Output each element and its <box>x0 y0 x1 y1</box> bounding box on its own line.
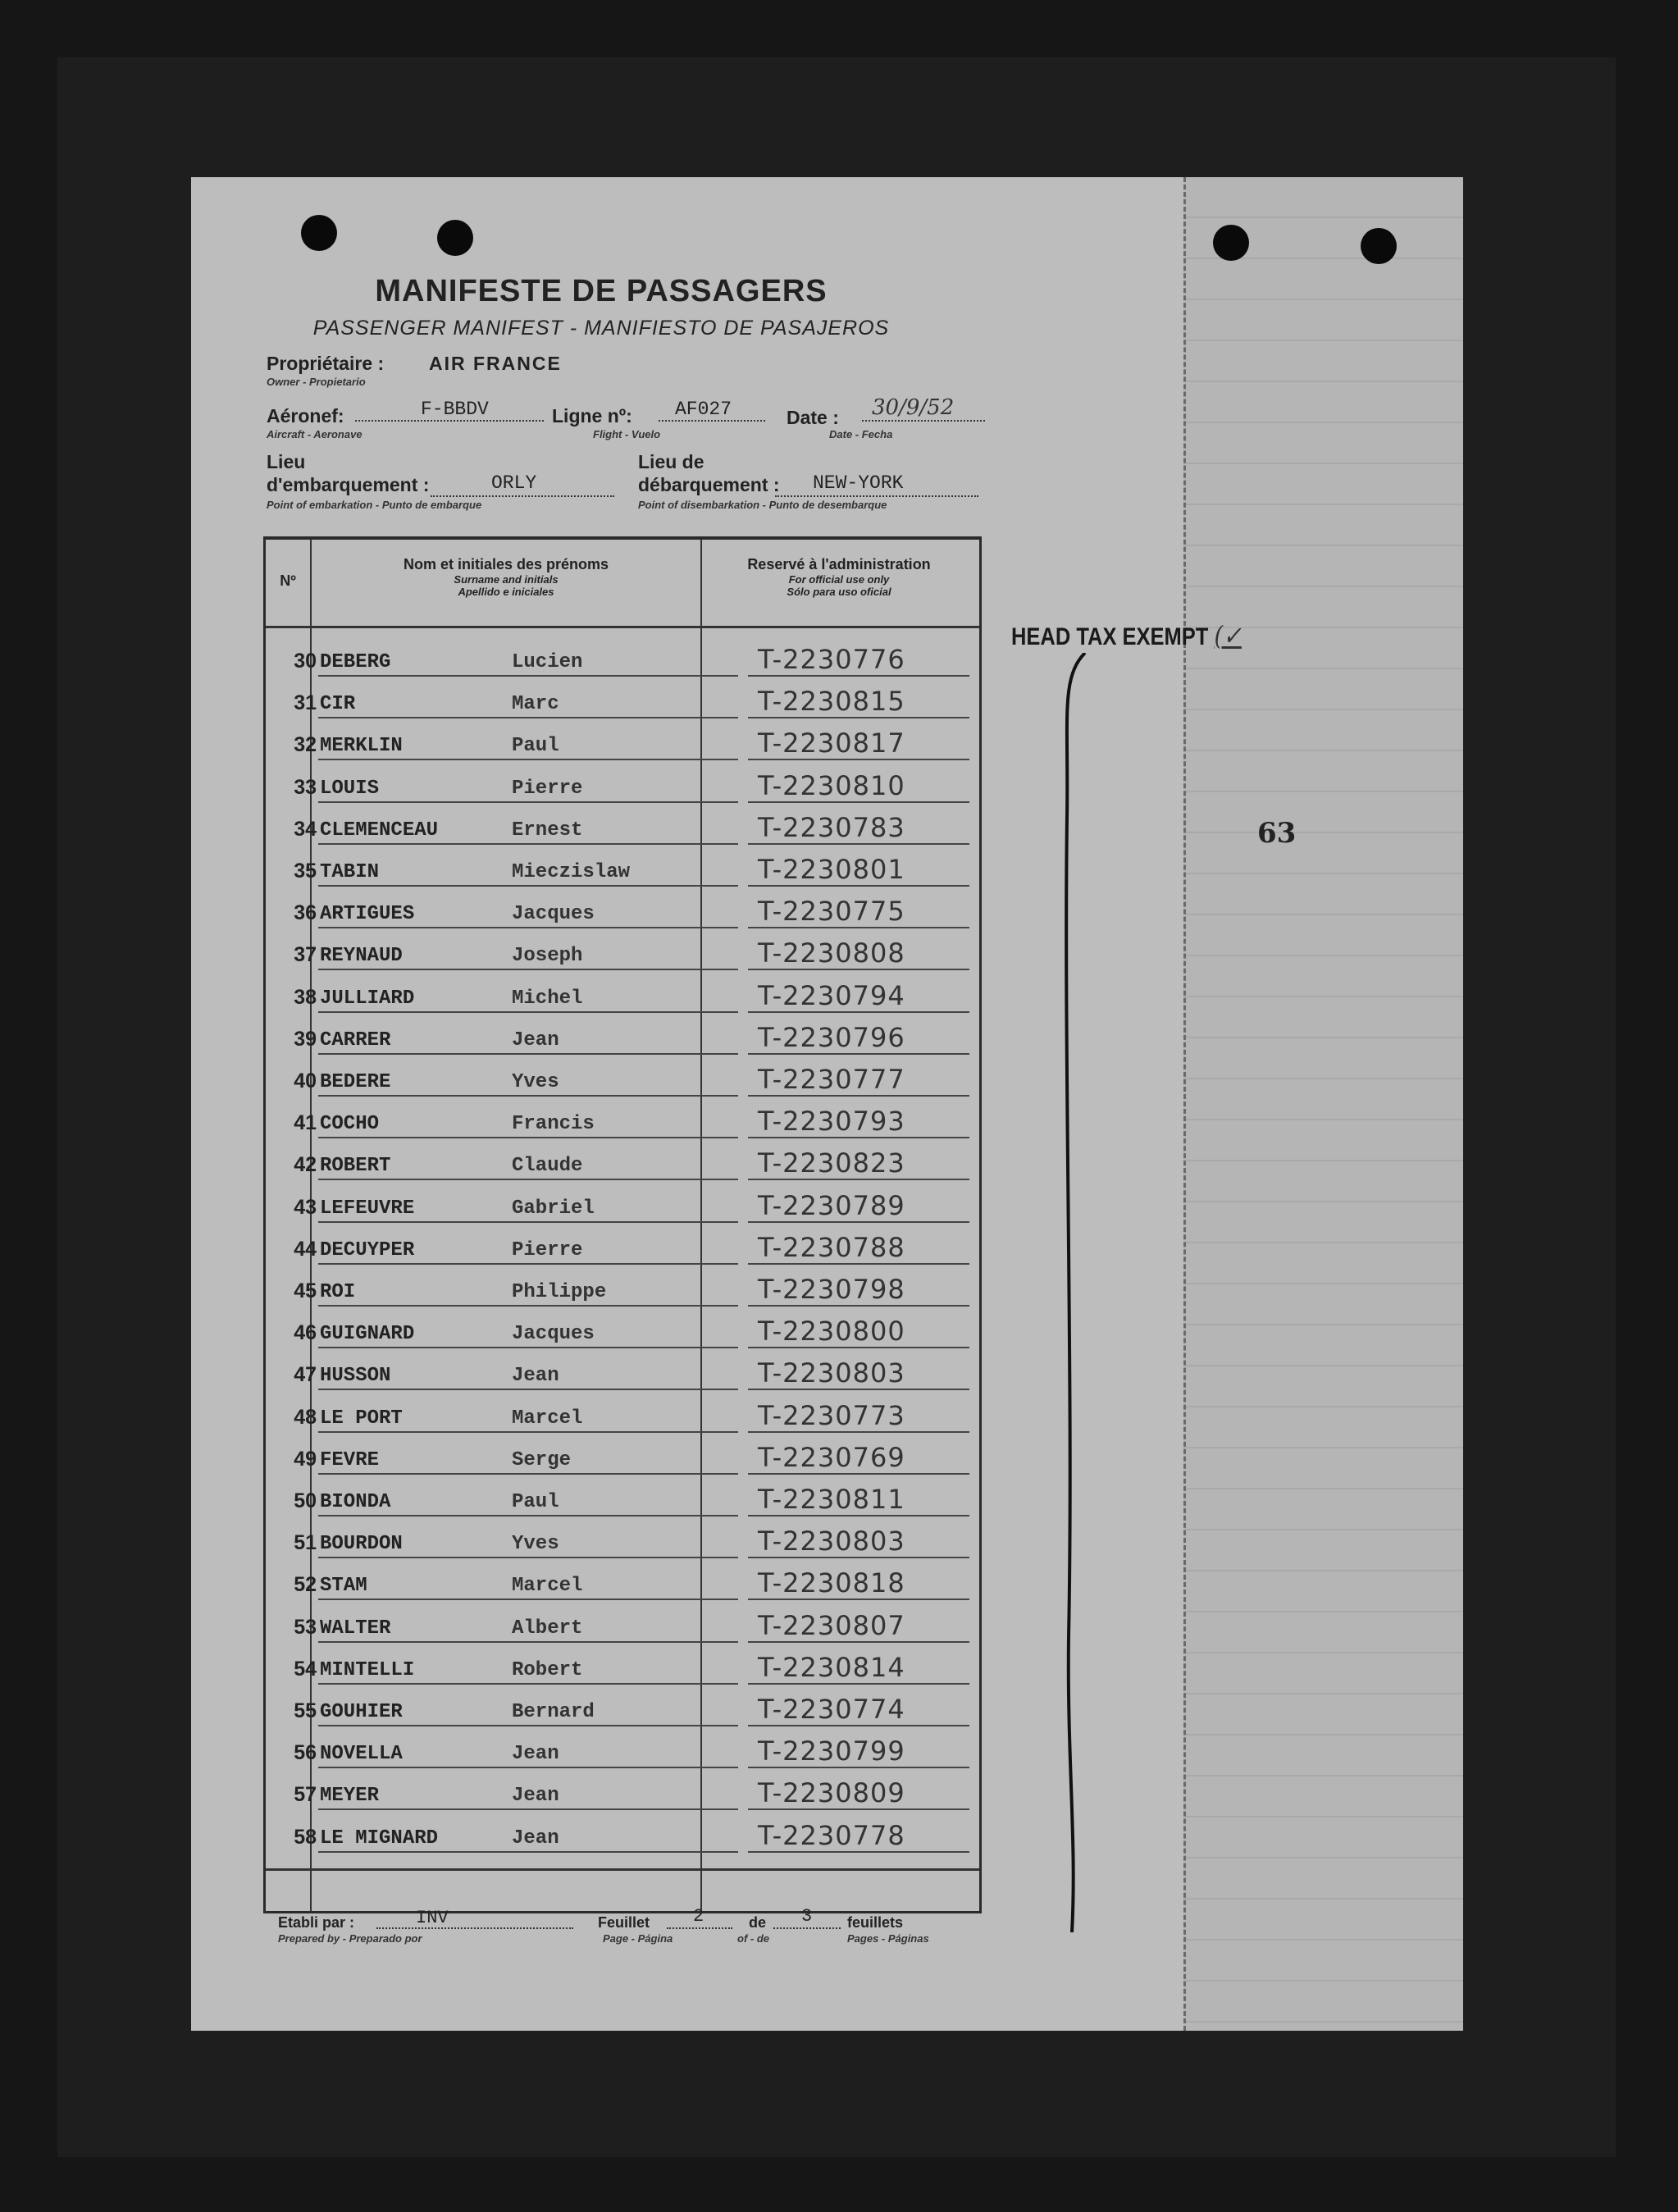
passenger-first-name: Yves <box>512 1071 559 1093</box>
footer-divider <box>266 1868 979 1871</box>
passenger-surname: BIONDA <box>320 1491 391 1513</box>
ticket-number: T-2230793 <box>758 1106 905 1138</box>
date-value: 30/9/52 <box>872 395 955 420</box>
ticket-number: T-2230817 <box>758 727 905 759</box>
table-row <box>266 1726 974 1768</box>
punch-hole <box>1213 225 1249 261</box>
table-row <box>266 845 974 887</box>
passenger-surname: CLEMENCEAU <box>320 819 439 841</box>
passenger-number: 50 <box>294 1489 317 1512</box>
passenger-surname: LEFEUVRE <box>320 1197 415 1220</box>
table-row <box>266 1685 974 1726</box>
passenger-number: 46 <box>294 1321 317 1345</box>
manifest-subtitle: PASSENGER MANIFEST - MANIFIESTO DE PASAJEROS <box>312 317 890 340</box>
column-header-admin <box>702 556 976 598</box>
passenger-surname: GOUHIER <box>320 1701 403 1723</box>
passenger-first-name: Ernest <box>512 819 583 841</box>
passenger-first-name: Bernard <box>512 1701 595 1723</box>
owner-sublabel: Owner - Propietario <box>267 376 366 388</box>
passenger-first-name: Marc <box>512 693 559 716</box>
column-header-name-es: Apellido e iniciales <box>458 586 554 598</box>
table-row <box>266 677 974 718</box>
passenger-surname: BOURDON <box>320 1533 403 1556</box>
embarkation-value: ORLY <box>491 472 537 494</box>
passenger-surname: ARTIGUES <box>320 903 415 926</box>
passenger-surname: MERKLIN <box>320 735 403 758</box>
passenger-first-name: Gabriel <box>512 1197 595 1220</box>
passenger-number: 53 <box>294 1615 317 1639</box>
passenger-number: 49 <box>294 1447 317 1471</box>
of-line <box>773 1927 841 1929</box>
aircraft-value: F-BBDV <box>421 399 489 420</box>
ticket-number: T-2230789 <box>758 1189 905 1221</box>
table-row <box>266 803 974 845</box>
disembarkation-value: NEW-YORK <box>813 472 904 494</box>
passenger-number: 55 <box>294 1699 317 1722</box>
passenger-surname: MEYER <box>320 1785 380 1808</box>
owner-value: AIR FRANCE <box>429 353 562 374</box>
passenger-surname: LE MIGNARD <box>320 1827 439 1849</box>
passenger-surname: WALTER <box>320 1617 391 1640</box>
ticket-number: T-2230809 <box>758 1777 905 1809</box>
ticket-number: T-2230788 <box>758 1231 905 1263</box>
manifest-title: MANIFESTE DE PASSAGERS <box>375 274 828 308</box>
sheets-label: feuillets <box>847 1914 904 1931</box>
prepared-sublabel: Prepared by - Preparado por <box>278 1932 422 1945</box>
passenger-surname: MINTELLI <box>320 1658 415 1681</box>
flight-line <box>659 420 765 422</box>
passenger-number: 48 <box>294 1405 317 1429</box>
passenger-surname: LE PORT <box>320 1407 403 1430</box>
prepared-value: INV <box>416 1908 449 1928</box>
table-row <box>266 761 974 803</box>
ticket-number: T-2230796 <box>758 1021 905 1053</box>
passenger-surname: BEDERE <box>320 1071 391 1093</box>
passenger-number: 34 <box>294 817 317 841</box>
row-admin-underline <box>748 1851 969 1853</box>
passenger-number: 47 <box>294 1363 317 1387</box>
passenger-first-name: Jacques <box>512 903 595 926</box>
stamp-mark: (✓ <box>1214 620 1242 651</box>
passenger-first-name: Yves <box>512 1533 559 1556</box>
column-header-admin-es: Sólo para uso oficial <box>787 586 891 598</box>
of-value: 3 <box>801 1906 813 1927</box>
ticket-number: T-2230801 <box>758 854 905 885</box>
passenger-surname: CARRER <box>320 1028 391 1051</box>
column-header-name-en: Surname and initials <box>454 573 559 586</box>
head-tax-exempt-stamp <box>1011 620 1242 651</box>
embarkation-line <box>431 495 614 497</box>
ticket-number: T-2230769 <box>758 1441 905 1473</box>
passenger-surname: HUSSON <box>320 1365 391 1388</box>
table-row <box>266 1558 974 1600</box>
passenger-first-name: Joseph <box>512 945 583 968</box>
ticket-number: T-2230810 <box>758 769 905 801</box>
sheets-sublabel: Pages - Páginas <box>847 1932 929 1945</box>
passenger-number: 45 <box>294 1279 317 1302</box>
header-divider <box>266 626 979 628</box>
prepared-label: Etabli par : <box>278 1914 355 1931</box>
table-row <box>266 1097 974 1138</box>
passenger-number: 33 <box>294 775 317 799</box>
passenger-first-name: Marcel <box>512 1407 583 1430</box>
aircraft-label: Aéronef: <box>267 405 344 426</box>
passenger-first-name: Jean <box>512 1743 559 1766</box>
flight-sublabel: Flight - Vuelo <box>593 428 661 440</box>
passenger-surname: ROI <box>320 1281 356 1303</box>
column-header-name <box>312 556 700 598</box>
passenger-number: 38 <box>294 985 317 1009</box>
passenger-first-name: Serge <box>512 1448 572 1471</box>
tear-off-stub <box>1183 177 1463 2031</box>
ticket-number: T-2230800 <box>758 1316 905 1348</box>
ticket-number: T-2230818 <box>758 1567 905 1599</box>
passenger-number: 40 <box>294 1070 317 1092</box>
of-sublabel: of - de <box>737 1932 769 1945</box>
passenger-number: 43 <box>294 1195 317 1219</box>
ticket-number: T-2230823 <box>758 1147 905 1179</box>
punch-hole <box>301 215 337 251</box>
passenger-surname: COCHO <box>320 1113 380 1136</box>
passenger-surname: JULLIARD <box>320 987 415 1010</box>
passenger-surname: ROBERT <box>320 1155 391 1178</box>
embarkation-label-2: d'embarquement : <box>267 474 430 495</box>
passenger-number: 39 <box>294 1027 317 1051</box>
table-row <box>266 1433 974 1475</box>
passenger-first-name: Jean <box>512 1365 559 1388</box>
passenger-number: 52 <box>294 1573 317 1597</box>
aircraft-line <box>355 420 544 422</box>
passenger-surname: NOVELLA <box>320 1743 403 1766</box>
passenger-first-name: Jean <box>512 1785 559 1808</box>
ticket-number: T-2230777 <box>758 1064 905 1095</box>
table-row <box>266 928 974 970</box>
passenger-number: 58 <box>294 1825 317 1849</box>
table-row <box>266 1601 974 1643</box>
table-row <box>266 1181 974 1223</box>
disembarkation-label-2: débarquement : <box>638 474 780 495</box>
passenger-first-name: Michel <box>512 987 583 1010</box>
ticket-number: T-2230798 <box>758 1274 905 1305</box>
passenger-surname: STAM <box>320 1575 367 1598</box>
table-row <box>266 887 974 928</box>
table-row <box>266 1348 974 1390</box>
passenger-number: 42 <box>294 1153 317 1177</box>
row-name-underline <box>318 1851 738 1853</box>
page-number: 63 <box>1257 817 1297 850</box>
ticket-number: T-2230799 <box>758 1735 905 1767</box>
stamp-text: HEAD TAX EXEMPT <box>1011 623 1209 650</box>
table-row <box>266 1768 974 1810</box>
table-row <box>266 1391 974 1433</box>
passenger-surname: FEVRE <box>320 1448 380 1471</box>
passenger-number: 36 <box>294 901 317 925</box>
flight-label: Ligne nº: <box>552 405 632 426</box>
date-sublabel: Date - Fecha <box>829 428 893 440</box>
passenger-first-name: Francis <box>512 1113 595 1136</box>
ticket-number: T-2230794 <box>758 979 905 1011</box>
passenger-first-name: Paul <box>512 1491 559 1513</box>
passenger-first-name: Robert <box>512 1658 583 1681</box>
passenger-number: 56 <box>294 1741 317 1765</box>
passenger-first-name: Marcel <box>512 1575 583 1598</box>
disembarkation-label-1: Lieu de <box>638 451 704 472</box>
ticket-number: T-2230773 <box>758 1399 905 1431</box>
passenger-first-name: Philippe <box>512 1281 607 1303</box>
table-row <box>266 1223 974 1265</box>
ticket-number: T-2230803 <box>758 1357 905 1389</box>
passenger-surname: DECUYPER <box>320 1238 415 1261</box>
passenger-surname: CIR <box>320 693 356 716</box>
column-header-admin-en: For official use only <box>788 573 890 586</box>
ticket-number: T-2230783 <box>758 811 905 843</box>
ticket-number: T-2230775 <box>758 896 905 928</box>
prepared-line <box>376 1927 573 1929</box>
ticket-number: T-2230803 <box>758 1526 905 1558</box>
ticket-number: T-2230808 <box>758 937 905 969</box>
ticket-number: T-2230811 <box>758 1484 905 1515</box>
passenger-first-name: Pierre <box>512 1238 583 1261</box>
ticket-number: T-2230774 <box>758 1694 905 1725</box>
passenger-number: 37 <box>294 943 317 967</box>
table-row <box>266 1643 974 1685</box>
column-header-admin-fr: Reservé à l'administration <box>747 556 931 572</box>
table-row <box>266 1055 974 1097</box>
passenger-number: 35 <box>294 860 317 883</box>
embarkation-label-1: Lieu <box>267 451 306 472</box>
date-label: Date : <box>787 407 839 428</box>
ticket-number: T-2230778 <box>758 1819 905 1851</box>
passenger-number: 32 <box>294 733 317 757</box>
table-row <box>266 1138 974 1180</box>
passenger-number: 41 <box>294 1111 317 1135</box>
date-line <box>862 420 985 422</box>
aircraft-sublabel: Aircraft - Aeronave <box>267 428 363 440</box>
flight-value: AF027 <box>675 399 732 420</box>
passenger-first-name: Pierre <box>512 777 583 800</box>
ticket-number: T-2230807 <box>758 1609 905 1641</box>
sheet-line <box>667 1927 732 1929</box>
passenger-first-name: Jacques <box>512 1323 595 1346</box>
sheet-value: 2 <box>693 1906 704 1927</box>
passenger-surname: TABIN <box>320 861 380 883</box>
passenger-first-name: Jean <box>512 1028 559 1051</box>
column-header-number <box>266 572 310 590</box>
passenger-surname: GUIGNARD <box>320 1323 415 1346</box>
table-row <box>266 1307 974 1348</box>
owner-label: Propriétaire : <box>267 353 385 374</box>
passenger-surname: LOUIS <box>320 777 380 800</box>
sheet-label: Feuillet <box>598 1914 650 1931</box>
punch-hole <box>437 220 473 256</box>
table-row <box>266 718 974 760</box>
passenger-first-name: Lucien <box>512 651 583 673</box>
table-row <box>266 1516 974 1558</box>
punch-hole <box>1361 228 1397 264</box>
passenger-number: 57 <box>294 1783 317 1807</box>
table-row <box>266 1811 974 1853</box>
ticket-number: T-2230776 <box>758 644 905 675</box>
passenger-first-name: Mieczislaw <box>512 861 631 883</box>
column-header-name-fr: Nom et initiales des prénoms <box>403 556 609 572</box>
table-row <box>266 635 974 677</box>
passenger-first-name: Albert <box>512 1617 583 1640</box>
table-row <box>266 1013 974 1055</box>
passenger-first-name: Paul <box>512 735 559 758</box>
table-row <box>266 1475 974 1516</box>
embarkation-sublabel: Point of embarkation - Punto de embarque <box>267 499 482 511</box>
manifest-page <box>191 177 1461 2031</box>
bracket-curve <box>1044 653 1126 1932</box>
passenger-surname: DEBERG <box>320 651 391 673</box>
sheet-sublabel: Page - Página <box>603 1932 673 1945</box>
passenger-first-name: Claude <box>512 1155 583 1178</box>
column-header-number-text: Nº <box>280 572 296 589</box>
table-row <box>266 971 974 1013</box>
passenger-first-name: Jean <box>512 1827 559 1849</box>
passenger-surname: REYNAUD <box>320 945 403 968</box>
passenger-number: 31 <box>294 691 317 715</box>
passenger-table <box>263 536 982 1913</box>
ticket-number: T-2230814 <box>758 1651 905 1683</box>
table-row <box>266 1265 974 1307</box>
passenger-number: 44 <box>294 1237 317 1261</box>
passenger-number: 54 <box>294 1657 317 1681</box>
disembarkation-sublabel: Point of disembarkation - Punto de desembarque <box>638 499 887 511</box>
ticket-number: T-2230815 <box>758 686 905 718</box>
disembarkation-line <box>775 495 978 497</box>
passenger-number: 30 <box>294 650 317 673</box>
passenger-number: 51 <box>294 1531 317 1555</box>
of-label: de <box>749 1914 767 1931</box>
